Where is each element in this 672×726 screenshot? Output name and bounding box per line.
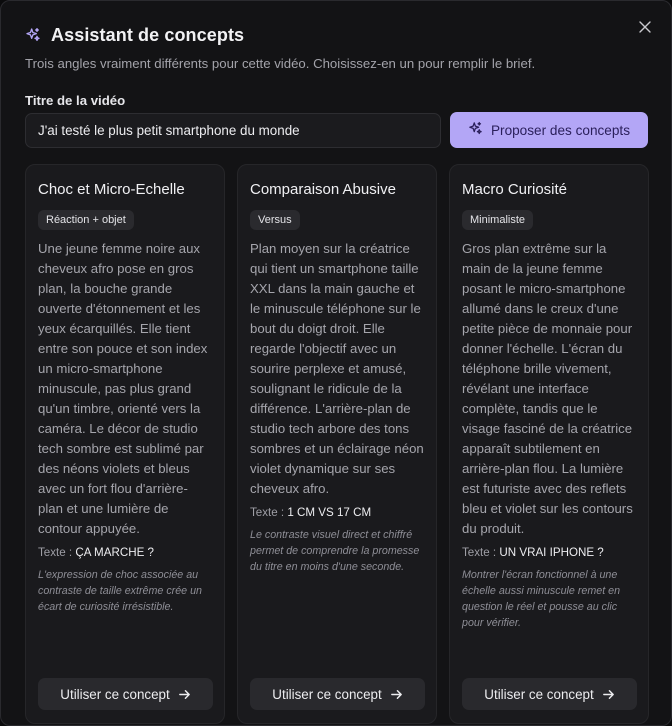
concept-note: Montrer l'écran fonctionnel à une échelle aussi minuscule remet en question le réel et pousse au clic pour vérifier. [462, 569, 621, 629]
close-icon[interactable] [639, 21, 651, 33]
use-concept-label: Utiliser ce concept [484, 686, 594, 702]
concept-cards [25, 164, 649, 724]
propose-concepts-label: Proposer des concepts [490, 122, 631, 138]
concept-tag: Versus [250, 210, 300, 230]
use-concept-button[interactable] [250, 678, 425, 710]
overlay-text-label: Texte : [250, 506, 288, 519]
concept-title: Comparaison Abusive [250, 181, 396, 198]
concept-note: L'expression de choc associée au contraste de taille extrême crée un écart de curiosité irrésistible. [38, 569, 202, 613]
arrow-right-icon [178, 688, 191, 701]
overlay-text-label: Texte : [38, 546, 76, 559]
use-concept-button[interactable] [38, 678, 213, 710]
overlay-text-label: Texte : [462, 546, 500, 559]
close-button[interactable] [635, 17, 655, 37]
video-title-input[interactable] [25, 113, 441, 148]
concept-overlay-text [462, 546, 636, 559]
concept-tag: Réaction + objet [38, 210, 134, 230]
overlay-text-value: ÇA MARCHE ? [75, 546, 154, 559]
propose-concepts-button[interactable] [450, 112, 648, 148]
dialog-title: Assistant de concepts [51, 24, 245, 45]
arrow-right-icon [390, 688, 403, 701]
concept-card [237, 164, 437, 724]
overlay-text-value: 1 CM VS 17 CM [287, 506, 372, 519]
dialog-header [25, 23, 647, 71]
use-concept-label: Utiliser ce concept [60, 686, 170, 702]
use-concept-button[interactable] [462, 678, 637, 710]
concept-tag: Minimaliste [462, 210, 533, 230]
sparkles-icon [468, 121, 483, 139]
concept-overlay-text [250, 506, 424, 519]
concept-overlay-text [38, 546, 212, 559]
concept-card [25, 164, 225, 724]
concept-card [449, 164, 649, 724]
dialog-subtitle: Trois angles vraiment différents pour cette vidéo. Choisissez-en un pour remplir le brief. [25, 56, 536, 71]
concept-title: Choc et Micro-Echelle [38, 181, 185, 198]
concept-note: Le contraste visuel direct et chiffré permet de comprendre la promesse du titre en moins d'une seconde. [250, 529, 420, 573]
arrow-right-icon [602, 688, 615, 701]
sparkles-icon [25, 27, 41, 43]
use-concept-label: Utiliser ce concept [272, 686, 382, 702]
concept-description: Gros plan extrême sur la main de la jeune femme posant le micro-smartphone allumé dans le creux d'une petite pièce de monnaie pour donner l'échelle. L'écran du téléphone brille vivement, révélant une interface complète, tandis que le visage fasciné de la créatrice apparaît subtilement en arrière-plan flou. La lumière est futuriste avec des reflets bleu et violet sur les contours du produit. [462, 241, 633, 536]
title-row [25, 23, 647, 47]
concept-description: Plan moyen sur la créatrice qui tient un smartphone taille XXL dans la main gauche et le minuscule téléphone sur le bout du doigt droit. Elle regarde l'objectif avec un sourire perplexe et amusé, soulignant le ridicule de la différence. L'arrière-plan de studio tech arbore des tons sombres et un éclairage néon violet dynamique sur ses cheveux afro. [250, 241, 424, 496]
concept-description: Une jeune femme noire aux cheveux afro pose en gros plan, la bouche grande ouverte d'étonnement et les yeux écarquillés. Elle tient entre son pouce et son index un micro-smartphone minuscule, pas plus grand qu'un timbre, orienté vers la caméra. Le décor de studio tech sombre est sublimé par des néons violets et bleus avec un fort flou d'arrière-plan et une lumière de contour appuyée. [38, 241, 208, 536]
overlay-text-value: UN VRAI IPHONE ? [499, 546, 604, 559]
concept-title: Macro Curiosité [462, 181, 568, 198]
video-title-label: Titre de la vidéo [25, 93, 126, 108]
